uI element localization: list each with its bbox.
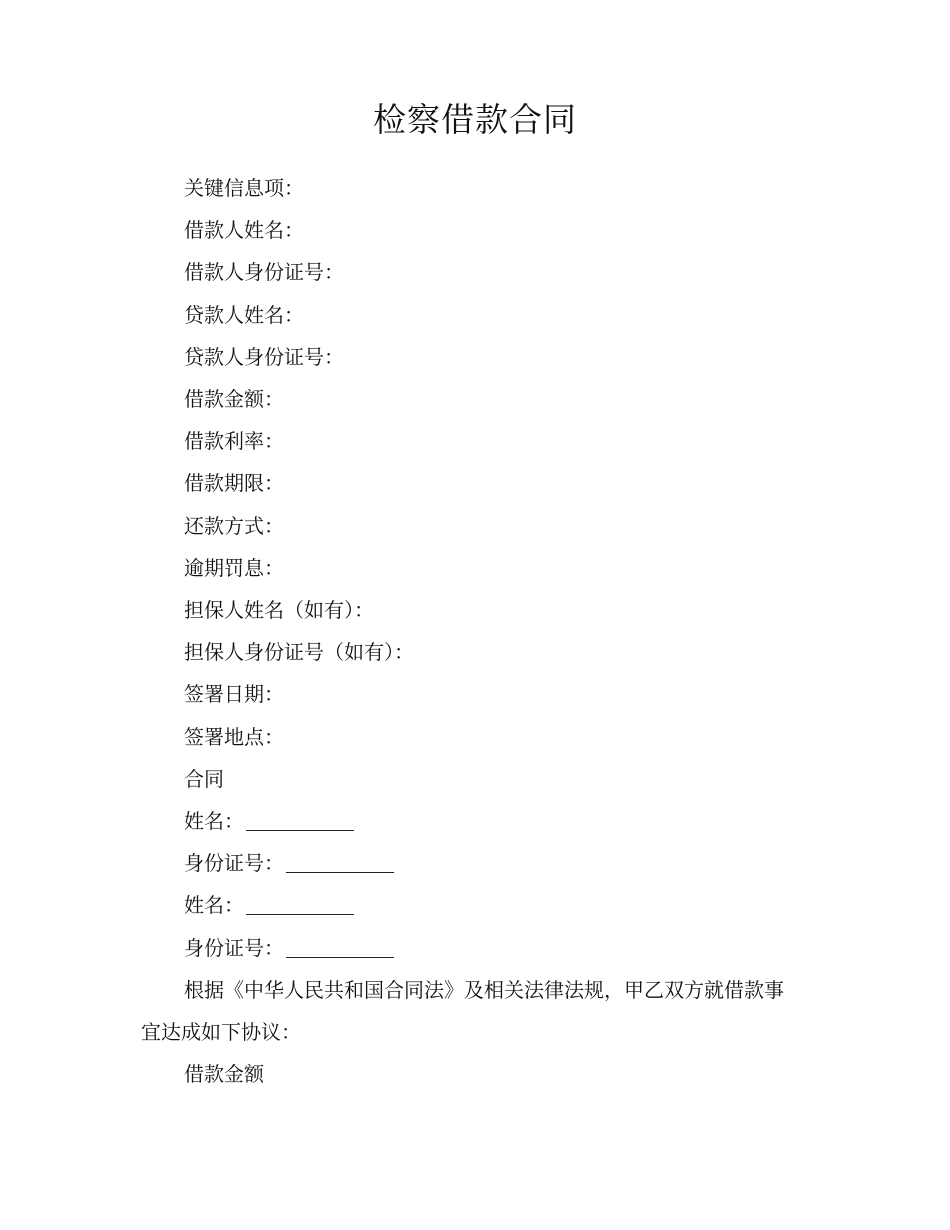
party-b-name-label: 姓名： <box>184 893 244 918</box>
party-a-name-blank[interactable] <box>246 810 354 831</box>
party-b-name-row <box>141 884 821 926</box>
guarantor-name-label: 担保人姓名（如有）： <box>184 598 374 623</box>
party-b-name-blank[interactable] <box>246 894 354 915</box>
guarantor-id-label: 担保人身份证号（如有）： <box>184 640 414 665</box>
section-loan-amount-heading: 借款金额 <box>184 1062 264 1087</box>
loan-term-label: 借款期限： <box>184 471 284 496</box>
key-info-heading: 关键信息项： <box>184 176 304 200</box>
party-b-id-label: 身份证号： <box>184 935 284 960</box>
party-b-id-blank[interactable] <box>286 937 394 958</box>
lender-id-label: 贷款人身份证号： <box>184 344 344 369</box>
party-a-id-blank[interactable] <box>286 852 394 873</box>
loan-rate-label: 借款利率： <box>184 429 284 454</box>
party-b-id-row <box>141 927 821 969</box>
party-a-name-label: 姓名： <box>184 809 244 834</box>
party-a-id-row <box>141 842 821 884</box>
document-body <box>141 167 821 1095</box>
sign-place-label: 签署地点： <box>184 724 284 749</box>
party-a-name-row <box>141 800 821 842</box>
borrower-name-label: 借款人姓名： <box>184 218 304 243</box>
document-title: 检察借款合同 <box>373 100 577 139</box>
repayment-method-label: 还款方式： <box>184 513 284 538</box>
contract-heading: 合同 <box>184 766 224 791</box>
contract-intro-paragraph: 根据《中华人民共和国合同法》及相关法律法规，甲乙双方就借款事宜达成如下协议： <box>141 977 784 1045</box>
lender-name-label: 贷款人姓名： <box>184 302 304 327</box>
overdue-penalty-label: 逾期罚息： <box>184 555 284 580</box>
party-a-id-label: 身份证号： <box>184 851 284 876</box>
borrower-id-label: 借款人身份证号： <box>184 260 344 285</box>
sign-date-label: 签署日期： <box>184 682 284 707</box>
loan-amount-label: 借款金额： <box>184 387 284 412</box>
